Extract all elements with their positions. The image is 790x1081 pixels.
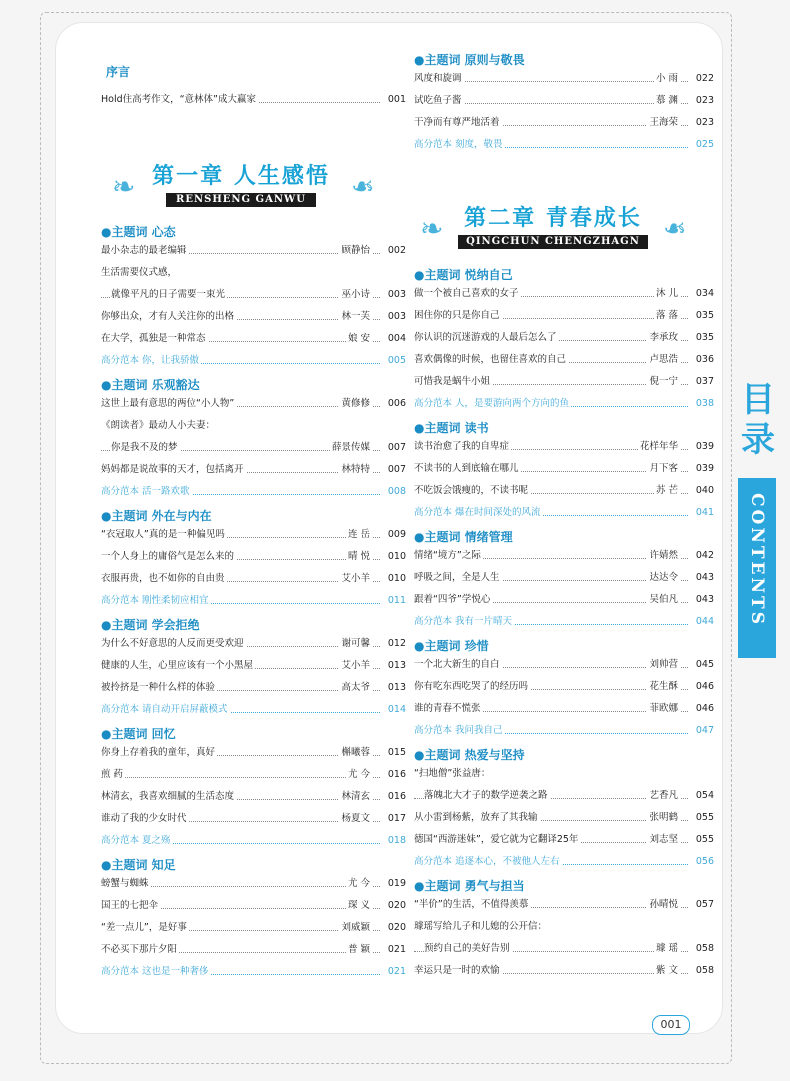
toc-entry [101,875,406,893]
entry-title: 为什么不好意思的人反而更受欢迎 [101,635,246,653]
toc-entry [101,417,406,435]
entry-page: 019 [380,875,406,893]
entry-author: 杨夏文 [339,810,372,828]
entry-title: 风度和旋调 [414,70,464,88]
entry-page: 025 [688,136,714,154]
entry-title: 可惜我是蜗牛小姐 [414,373,492,391]
entry-title: 读书治愈了我的自卑症 [414,438,511,456]
theme-heading: ●主题词 心态 [101,225,176,239]
toc-entry [414,918,714,936]
entry-title: 做一个被自己喜欢的女子 [414,285,521,303]
theme-heading: ●主题词 热爱与坚持 [414,748,525,762]
entry-author: 槲曦蓉 [339,744,372,762]
entry-page: 042 [688,547,714,565]
entry-title: 璩瑶写给儿子和儿媳的公开信： [414,918,549,936]
entry-page: 040 [688,482,714,500]
entry-title: 高分范本 我有一片晴天 [414,613,514,631]
entry-title: 高分范本 请自动开启屏蔽模式 [101,701,230,719]
entry-page: 013 [380,657,406,675]
contents-side-tab [728,380,790,680]
entry-page: 006 [380,395,406,413]
entry-page: 058 [688,940,714,958]
toc-entry [414,351,714,369]
entry-page: 037 [688,373,714,391]
toc-entry [101,548,406,566]
theme-heading: ●主题词 乐观豁达 [101,378,200,392]
entry-page: 016 [380,788,406,806]
toc-entry [101,766,406,784]
entry-author: 黄修修 [339,395,372,413]
entry-title: 谁的青春不慌张 [414,700,483,718]
entry-title: 不必买下那片夕阳 [101,941,179,959]
toc-entry [101,330,406,348]
entry-title: “半价”的生活，不值得羡慕 [414,896,530,914]
entry-author: 顾静怡 [339,242,372,260]
entry-title: 你身上存着我的童年，真好 [101,744,217,762]
entry-author: 孙晴悦 [647,896,680,914]
entry-page: 023 [688,114,714,132]
toc-entry [101,744,406,762]
side-tab-english-box [738,478,776,658]
toc-entry [101,352,406,370]
toc-entry [414,853,714,871]
toc-entry [414,809,714,827]
entry-page: 009 [380,526,406,544]
toc-entry [101,483,406,501]
swirl-right-icon: ❧ [662,212,686,245]
toc-entry [414,114,714,132]
entry-title: 跟着“四爷”学悦心 [414,591,492,609]
theme-heading: ●主题词 学会拒绝 [101,618,200,632]
entry-page: 018 [380,832,406,850]
entry-page: 054 [688,787,714,805]
entry-page: 005 [380,352,406,370]
theme-heading: ●主题词 勇气与担当 [414,879,525,893]
entry-title: 喜欢偶像的时候，也留住喜欢的自己 [414,351,568,369]
toc-entry [414,940,714,958]
toc-entry [414,373,714,391]
entry-author: 慕 渊 [654,92,680,110]
entry-title: 林清玄，我喜欢细腻的生活态度 [101,788,236,806]
toc-entry [414,438,714,456]
toc-entry [414,395,714,413]
entry-title: 健康的人生，心里应该有一个小黑屋 [101,657,255,675]
entry-page: 023 [688,92,714,110]
toc-entry [101,635,406,653]
entry-title: 生活需要仪式感， [101,264,179,282]
entry-title: 被拎挤是一种什么样的体验 [101,679,217,697]
entry-author: 琛 义 [346,897,372,915]
entry-page: 058 [688,962,714,980]
entry-title: 干净而有尊严地活着 [414,114,502,132]
entry-author: 李承玫 [647,329,680,347]
entry-page: 017 [380,810,406,828]
entry-title: 高分范本 这也是一种奢侈 [101,963,211,981]
toc-entry [101,810,406,828]
toc-entry [414,569,714,587]
entry-page: 004 [380,330,406,348]
theme-heading: ●主题词 外在与内在 [101,509,212,523]
chapter2-subtitle: QINGCHUN CHENGZHAGN [458,235,648,249]
entry-title: Hold住高考作文，“意林体”成大赢家 [101,91,258,109]
entry-title: 德国“西游迷妹”，爱它就为它翻译25年 [414,831,580,849]
entry-page: 056 [688,853,714,871]
toc-entry [414,136,714,154]
entry-author: 许婧然 [647,547,680,565]
entry-page: 014 [380,701,406,719]
chapter1-banner [106,159,376,219]
entry-page: 015 [380,744,406,762]
entry-title: 《朗读者》最动人小夫妻： [101,417,217,435]
toc-entry [414,329,714,347]
entry-author: 尤 今 [346,875,372,893]
entry-author: 张明鹤 [647,809,680,827]
toc-entry [414,613,714,631]
page-number: 001 [652,1015,690,1035]
entry-title: 煎 药 [101,766,125,784]
entry-title: 试吃鱼子酱 [414,92,464,110]
entry-page: 021 [380,963,406,981]
entry-title: 衣服再贵，也不如你的自由贵 [101,570,227,588]
chapter2-title: 第二章 青春成长 [464,205,642,231]
entry-author: 高太爷 [339,679,372,697]
toc-entry [101,264,406,282]
entry-title: 谁动了我的少女时代 [101,810,189,828]
entry-page: 016 [380,766,406,784]
entry-page: 035 [688,329,714,347]
entry-author: 小 雨 [654,70,680,88]
entry-page: 003 [380,308,406,326]
entry-title: 落魄北大才子的数学逆袭之路 [424,787,550,805]
entry-page: 044 [688,613,714,631]
entry-title: 幸运只是一时的欢愉 [414,962,502,980]
entry-page: 057 [688,896,714,914]
entry-page: 046 [688,678,714,696]
entry-title: 就像平凡的日子需要一束光 [111,286,227,304]
toc-entry [101,832,406,850]
entry-author: 谢可馨 [339,635,372,653]
entry-title: 高分范本 夏之殇 [101,832,173,850]
chapter1-subtitle: RENSHENG GANWU [166,193,316,207]
toc-entry [101,701,406,719]
entry-author: 王海荣 [647,114,680,132]
toc-entry [101,941,406,959]
entry-author: 达达令 [647,569,680,587]
side-tab-title: 目录 [741,380,775,460]
entry-title: 高分范本 活一路欢歌 [101,483,192,501]
toc-entry [101,897,406,915]
toc-entry [414,460,714,478]
entry-author: 璩 瑶 [654,940,680,958]
toc-entry [414,285,714,303]
chapter2-banner [418,201,688,261]
toc-entry [101,592,406,610]
entry-page: 045 [688,656,714,674]
toc-entry [101,286,406,304]
theme-heading: ●主题词 读书 [414,421,489,435]
entry-author: 吴伯凡 [647,591,680,609]
entry-author: 月下客 [647,460,680,478]
entry-author: 紫 文 [654,962,680,980]
entry-author: 娘 安 [346,330,372,348]
toc-entry [101,570,406,588]
entry-page: 035 [688,307,714,325]
entry-page: 039 [688,460,714,478]
toc-entry [414,482,714,500]
entry-title: 一个人身上的庸俗气是怎么来的 [101,548,236,566]
entry-title: 你有吃东西吃哭了的经历吗 [414,678,530,696]
toc-entry [414,547,714,565]
theme-heading: ●主题词 悦纳自己 [414,268,513,282]
theme-heading: ●主题词 珍惜 [414,639,489,653]
entry-author: 晴 悦 [346,548,372,566]
toc-entry [414,700,714,718]
toc-entry [414,896,714,914]
theme-heading: ●主题词 原则与敬畏 [414,53,525,67]
entry-page: 047 [688,722,714,740]
entry-author: 林特特 [339,461,372,479]
toc-entry [101,963,406,981]
entry-title: 困住你的只是你自己 [414,307,502,325]
entry-title: 情绪“境方”之际 [414,547,483,565]
toc-entry [101,657,406,675]
entry-page: 038 [688,395,714,413]
entry-page: 020 [380,919,406,937]
entry-title: 高分范本 爆在时间深处的风流 [414,504,543,522]
toc-entry [414,962,714,980]
toc-entry [101,919,406,937]
toc-entry [101,395,406,413]
entry-author: 林一芙 [339,308,372,326]
swirl-right-icon: ❧ [350,170,374,203]
entry-title: “衣冠取人”真的是一种偏见吗 [101,526,227,544]
entry-page: 001 [380,91,406,109]
entry-title: 高分范本 人，是要游向两个方向的鱼 [414,395,571,413]
toc-entry [101,679,406,697]
entry-title: 高分范本 我问我自己 [414,722,505,740]
entry-author: 菲欧娜 [647,700,680,718]
entry-page: 021 [380,941,406,959]
entry-page: 043 [688,569,714,587]
toc-entry [414,70,714,88]
entry-author: 薛景传媒 [330,439,372,457]
entry-author: 连 岳 [346,526,372,544]
swirl-left-icon: ❧ [112,170,136,203]
entry-author: 刘志坚 [647,831,680,849]
entry-author: 艾小羊 [339,657,372,675]
entry-page: 043 [688,591,714,609]
entry-page: 011 [380,592,406,610]
toc-entry [414,722,714,740]
entry-author: 林清玄 [339,788,372,806]
entry-page: 012 [380,635,406,653]
entry-page: 003 [380,286,406,304]
toc-entry [414,765,714,783]
entry-title: 螃蟹与蜘蛛 [101,875,151,893]
entry-title: 不吃饭会饿瘦的，不读书呢 [414,482,530,500]
entry-page: 010 [380,570,406,588]
toc-entry [414,787,714,805]
entry-title: 妈妈都是说故事的天才，包括离开 [101,461,246,479]
toc-entry [414,92,714,110]
entry-author: 落 落 [654,307,680,325]
toc-entry [101,788,406,806]
entry-title: 最小杂志的最老编辑 [101,242,189,260]
entry-page: 022 [688,70,714,88]
entry-title: 从小雷到杨紫，放弃了其我输 [414,809,540,827]
entry-title: 高分范本 你，让我骄傲 [101,352,201,370]
entry-page: 008 [380,483,406,501]
entry-title: 高分范本 追逐本心，不被他人左右 [414,853,562,871]
toc-entry [101,242,406,260]
contents-page [55,22,723,1034]
entry-title: 这世上最有意思的两位“小人物” [101,395,236,413]
entry-title: “差一点儿”，是好事 [101,919,189,937]
entry-page: 007 [380,461,406,479]
entry-page: 036 [688,351,714,369]
entry-author: 花样年华 [638,438,680,456]
toc-entry [101,308,406,326]
toc-entry [101,461,406,479]
toc-entry [414,831,714,849]
entry-page: 020 [380,897,406,915]
entry-author: 卢思浩 [647,351,680,369]
toc-entry [414,656,714,674]
theme-heading: ●主题词 情绪管理 [414,530,513,544]
preface-title: 序言 [106,65,131,79]
entry-author: 倪一宁 [647,373,680,391]
entry-author: 刘帅营 [647,656,680,674]
entry-page: 013 [380,679,406,697]
entry-page: 034 [688,285,714,303]
toc-entry [414,307,714,325]
entry-author: 尤 今 [346,766,372,784]
entry-page: 002 [380,242,406,260]
toc-entry [414,678,714,696]
toc-entry [101,526,406,544]
entry-page: 039 [688,438,714,456]
toc-entry [414,504,714,522]
entry-page: 041 [688,504,714,522]
entry-author: 刘威颖 [339,919,372,937]
toc-entry [101,91,406,109]
entry-title: 你认识的沉迷游戏的人最后怎么了 [414,329,559,347]
side-tab-english: CONTENTS [747,493,767,627]
entry-title: 一个北大新生的自白 [414,656,502,674]
entry-author: 沐 儿 [654,285,680,303]
entry-title: 你是我不及的梦 [111,439,180,457]
entry-title: “扫地僧”张益唐： [414,765,492,783]
entry-author: 普 颖 [346,941,372,959]
entry-author: 艾小羊 [339,570,372,588]
entry-author: 巫小诗 [339,286,372,304]
entry-author: 艺香凡 [647,787,680,805]
entry-title: 你够出众，才有人关注你的出格 [101,308,236,326]
entry-page: 007 [380,439,406,457]
entry-page: 055 [688,809,714,827]
entry-title: 预约自己的美好告别 [424,940,512,958]
theme-heading: ●主题词 知足 [101,858,176,872]
swirl-left-icon: ❧ [420,212,444,245]
entry-author: 花生酥 [647,678,680,696]
entry-page: 055 [688,831,714,849]
entry-title: 国王的七把伞 [101,897,160,915]
toc-entry [414,591,714,609]
entry-page: 046 [688,700,714,718]
entry-title: 在大学，孤独是一种常态 [101,330,208,348]
entry-title: 高分范本 刻度，敬畏 [414,136,505,154]
entry-page: 010 [380,548,406,566]
entry-author: 苏 芒 [654,482,680,500]
entry-title: 不读书的人到底输在哪儿 [414,460,521,478]
toc-entry [101,439,406,457]
entry-title: 高分范本 刚性柔韧应相宜 [101,592,211,610]
chapter1-title: 第一章 人生感悟 [152,163,330,189]
theme-heading: ●主题词 回忆 [101,727,176,741]
entry-title: 呼吸之间，全是人生 [414,569,502,587]
